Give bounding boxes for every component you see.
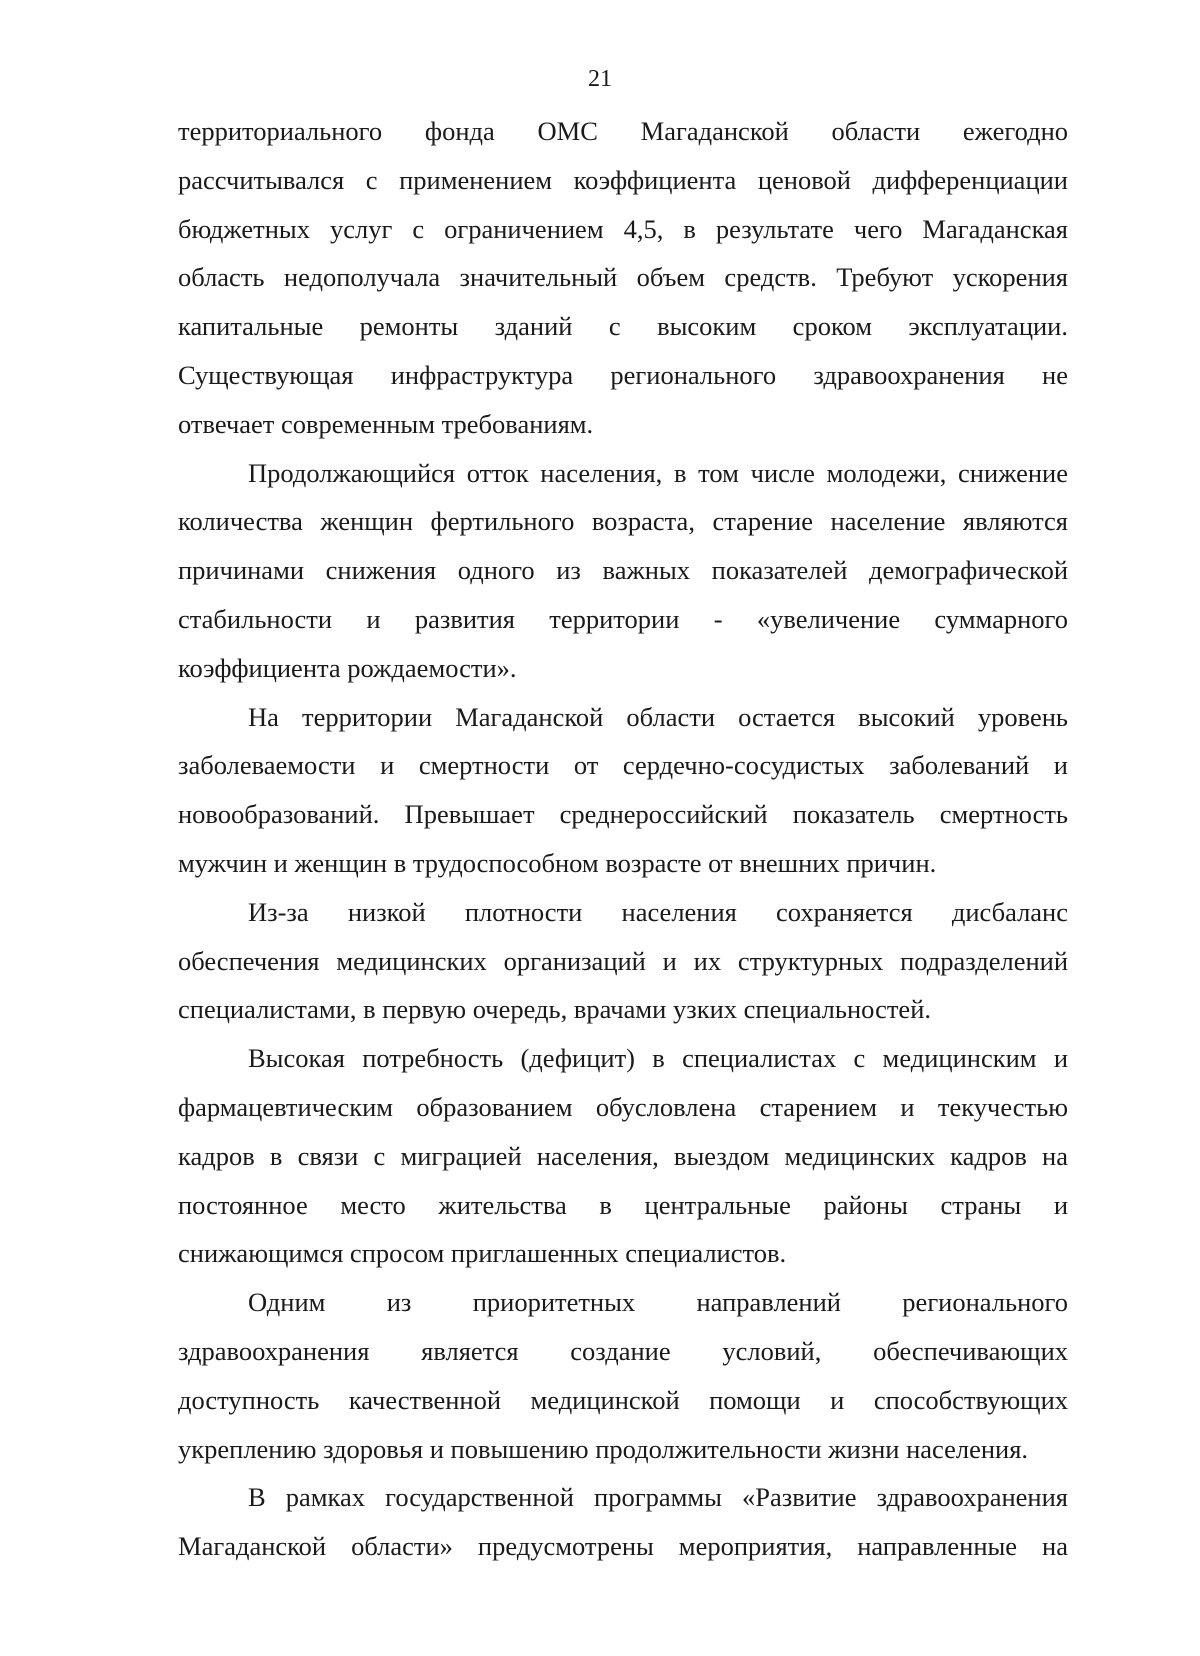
paragraph [178,1034,1068,1278]
paragraph [178,1473,1068,1571]
text-line: специалистами, в первую очередь, врачами узких специальностей. [178,994,931,1025]
text-line: доступность качественной медицинской помощи и способствующих [178,1384,1068,1415]
text-line: заболеваемости и смертности от сердечно-сосудистых заболеваний и [178,750,1068,781]
text-line: мужчин и женщин в трудоспособном возрасте от внешних причин. [178,847,937,878]
text-line: обеспечения медицинских организаций и их структурных подразделений [178,945,1068,976]
paragraph [178,1278,1068,1473]
text-line: стабильности и развития территории - «увеличение суммарного [178,603,1068,634]
text-line: территориального фонда ОМС Магаданской области ежегодно [178,116,1068,146]
text-line: здравоохранения является создание условий, обеспечивающих [178,1335,1068,1366]
text-line: Магаданской области» предусмотрены мероприятия, направленные на [178,1531,1068,1562]
text-line: Существующая инфраструктура регионального здравоохранения не [178,359,1068,390]
paragraph [178,107,1068,449]
text-line: рассчитывался с применением коэффициента ценовой дифференциации [178,164,1068,195]
paragraph [178,693,1068,888]
text-line: капитальные ремонты зданий с высоким сроком эксплуатации. [178,311,1068,342]
page-number: 21 [588,66,612,92]
text-line: снижающимся спросом приглашенных специалистов. [178,1238,787,1269]
text-line: фармацевтическим образованием обусловлена старением и текучестью [178,1091,1068,1122]
text-line: Из-за низкой плотности населения сохраняется дисбаланс [248,896,1068,927]
text-line: отвечает современным требованиям. [178,408,594,439]
text-line: причинами снижения одного из важных показателей демографической [178,555,1068,586]
text-line: В рамках государственной программы «Развитие здравоохранения [248,1482,1068,1513]
paragraph [178,449,1068,693]
text-line: новообразований. Превышает среднероссийский показатель смертность [178,799,1068,830]
text-line: На территории Магаданской области остается высокий уровень [248,701,1068,732]
paragraph [178,888,1068,1034]
text-line: кадров в связи с миграцией населения, выездом медицинских кадров на [178,1140,1068,1171]
text-line: постоянное место жительства в центральные районы страны и [178,1189,1068,1220]
document-body [178,107,1068,1571]
text-line: количества женщин фертильного возраста, старение население являются [178,506,1068,537]
text-line: Продолжающийся отток населения, в том числе молодежи, снижение [248,457,1068,488]
text-line: укреплению здоровья и повышению продолжительности жизни населения. [178,1433,1029,1464]
text-line: Высокая потребность (дефицит) в специалистах с медицинским и [248,1043,1068,1074]
text-line: коэффициента рождаемости». [178,652,517,683]
text-line: область недополучала значительный объем средств. Требуют ускорения [178,262,1068,293]
text-line: Одним из приоритетных направлений регионального [248,1287,1068,1318]
text-line: бюджетных услуг с ограничением 4,5, в результате чего Магаданская [178,213,1068,244]
